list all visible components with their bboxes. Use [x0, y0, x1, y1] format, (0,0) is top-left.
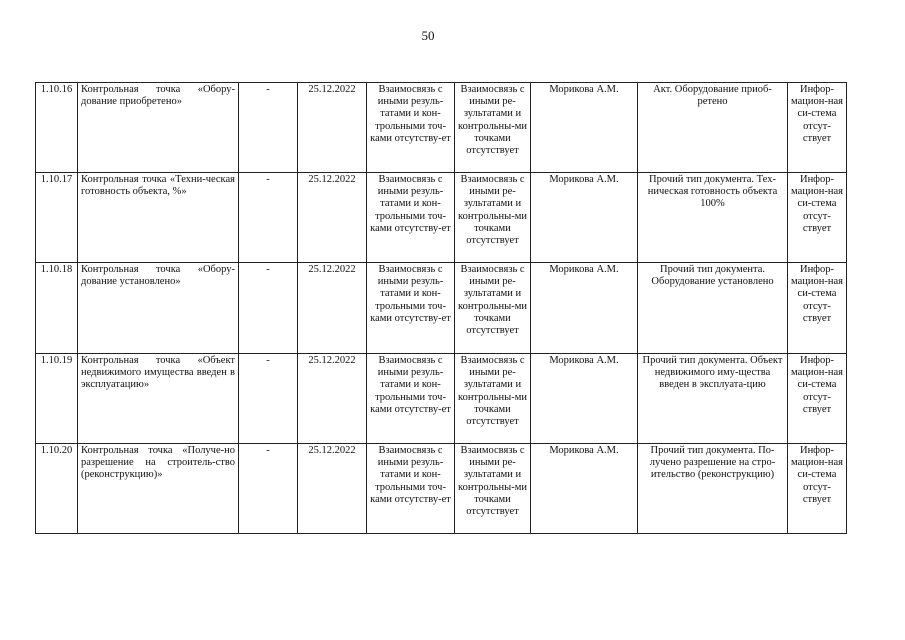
row-number: 1.10.17	[36, 173, 78, 263]
responsible-cell: Морикова А.М.	[531, 354, 638, 444]
end-date-cell: 25.12.2022	[298, 444, 367, 534]
start-date-cell: -	[239, 263, 298, 354]
end-date-cell: 25.12.2022	[298, 354, 367, 444]
relation-results-cell: Взаимосвязь с иными резуль-татами и кон-трольными точ-ками отсутству-ет	[367, 444, 455, 534]
relation-points-cell: Взаимосвязь с иными ре-зультатами и контрольны-ми точками отсутствует	[455, 444, 531, 534]
table-row	[36, 173, 847, 263]
info-system-cell: Инфор-мацион-ная си-стема отсут-ствует	[788, 263, 847, 354]
info-system-cell: Инфор-мацион-ная си-стема отсут-ствует	[788, 354, 847, 444]
document-cell: Прочий тип документа. По-лучено разрешение на стро-ительство (реконструкцию)	[638, 444, 788, 534]
relation-results-cell: Взаимосвязь с иными резуль-татами и кон-трольными точ-ками отсутству-ет	[367, 173, 455, 263]
info-system-cell: Инфор-мацион-ная си-стема отсут-ствует	[788, 444, 847, 534]
document-cell: Прочий тип документа. Тех-ническая готовность объекта 100%	[638, 173, 788, 263]
start-date-cell: -	[239, 173, 298, 263]
row-number: 1.10.20	[36, 444, 78, 534]
control-point-name: Контрольная точка «Обору-дование установлено»	[78, 263, 239, 354]
document-cell: Акт. Оборудование приоб-ретено	[638, 83, 788, 173]
document-cell: Прочий тип документа. Объект недвижимого иму-щества введен в эксплуата-цию	[638, 354, 788, 444]
start-date-cell: -	[239, 444, 298, 534]
row-number: 1.10.16	[36, 83, 78, 173]
responsible-cell: Морикова А.М.	[531, 173, 638, 263]
table-row	[36, 83, 847, 173]
relation-points-cell: Взаимосвязь с иными ре-зультатами и контрольны-ми точками отсутствует	[455, 83, 531, 173]
end-date-cell: 25.12.2022	[298, 263, 367, 354]
relation-results-cell: Взаимосвязь с иными резуль-татами и кон-трольными точ-ками отсутству-ет	[367, 83, 455, 173]
row-number: 1.10.18	[36, 263, 78, 354]
table-row	[36, 354, 847, 444]
start-date-cell: -	[239, 354, 298, 444]
responsible-cell: Морикова А.М.	[531, 444, 638, 534]
control-point-name: Контрольная точка «Обору-дование приобретено»	[78, 83, 239, 173]
info-system-cell: Инфор-мацион-ная си-стема отсут-ствует	[788, 173, 847, 263]
relation-points-cell: Взаимосвязь с иными ре-зультатами и контрольны-ми точками отсутствует	[455, 173, 531, 263]
page-number: 50	[421, 28, 435, 43]
end-date-cell: 25.12.2022	[298, 173, 367, 263]
table-row	[36, 444, 847, 534]
document-cell: Прочий тип документа. Оборудование установлено	[638, 263, 788, 354]
relation-results-cell: Взаимосвязь с иными резуль-татами и кон-трольными точ-ками отсутству-ет	[367, 354, 455, 444]
control-point-name: Контрольная точка «Техни-ческая готовность объекта, %»	[78, 173, 239, 263]
control-points-table	[35, 82, 847, 534]
control-point-name: Контрольная точка «Объект недвижимого имущества введен в эксплуатацию»	[78, 354, 239, 444]
responsible-cell: Морикова А.М.	[531, 83, 638, 173]
control-point-name: Контрольная точка «Получе-но разрешение на строитель-ство (реконструкцию)»	[78, 444, 239, 534]
relation-points-cell: Взаимосвязь с иными ре-зультатами и контрольны-ми точками отсутствует	[455, 354, 531, 444]
start-date-cell: -	[239, 83, 298, 173]
relation-results-cell: Взаимосвязь с иными резуль-татами и кон-трольными точ-ками отсутству-ет	[367, 263, 455, 354]
relation-points-cell: Взаимосвязь с иными ре-зультатами и контрольны-ми точками отсутствует	[455, 263, 531, 354]
end-date-cell: 25.12.2022	[298, 83, 367, 173]
responsible-cell: Морикова А.М.	[531, 263, 638, 354]
row-number: 1.10.19	[36, 354, 78, 444]
info-system-cell: Инфор-мацион-ная си-стема отсут-ствует	[788, 83, 847, 173]
table-row	[36, 263, 847, 354]
